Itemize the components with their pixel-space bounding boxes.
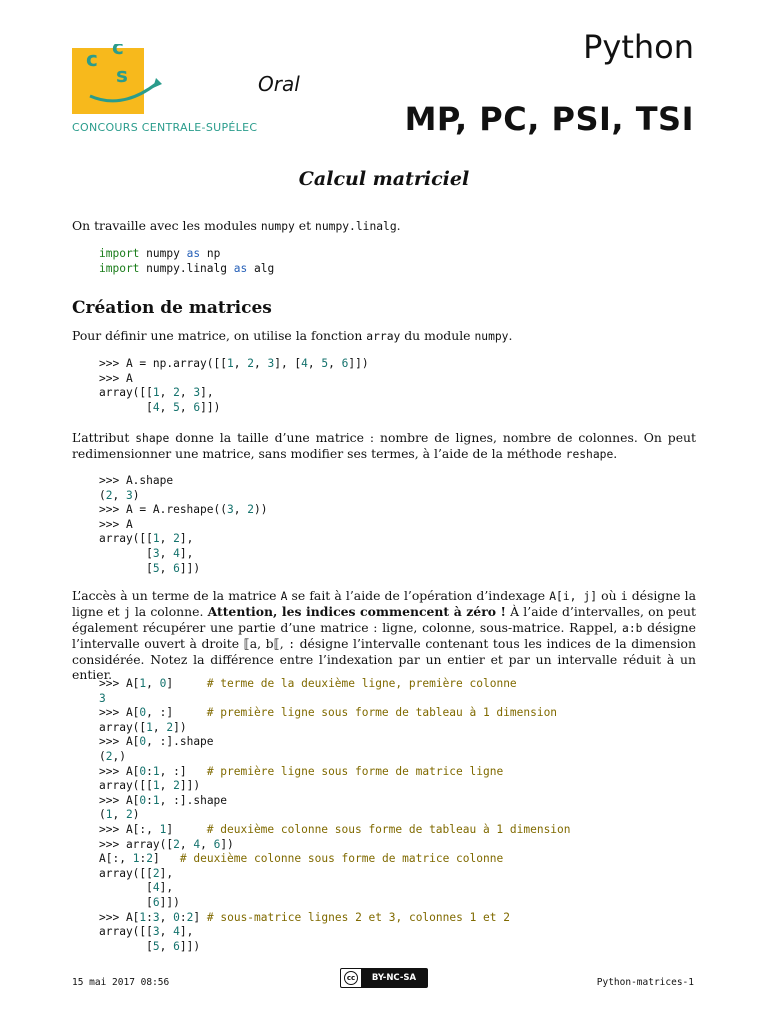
paragraph-array: Pour définir une matrice, on utilise la fonction array du module numpy. [72,328,513,343]
svg-text:c: c [112,44,124,59]
section-heading: Création de matrices [72,298,272,318]
exam-type: Oral [258,72,300,96]
paragraph-shape: L’attribut shape donne la taille d’une matrice : nombre de lignes, nombre de colonnes. On peut redimensionner une matrice, sans modifier ses termes, à l’aide de la méthode reshape. [72,430,696,461]
intro-paragraph: On travaille avec les modules numpy et numpy.linalg. [72,218,401,233]
programs-title: MP, PC, PSI, TSI [404,100,694,138]
license-badge [340,968,428,988]
footer-date: 15 mai 2017 08:56 [72,977,170,988]
svg-text:c: c [86,47,98,71]
subject-title: Python [583,28,694,66]
code-block-reshape: >>> A.shape (2, 3) >>> A = A.reshape((3, 2)) >>> A array([[1, 2], [3, 4], [5, 6]]) [99,474,268,575]
code-block-array: >>> A = np.array([[1, 2, 3], [4, 5, 6]]) >>> A array([[1, 2, 3], [4, 5, 6]]) [99,357,369,414]
paragraph-indexing: L’accès à un terme de la matrice A se fait à l’aide de l’opération d’indexage A[i, j] où i désigne la ligne et j la colonne. Attention, les indices commencent à zéro ! À l’aide d’intervalles, on peut également récupérer une partie d’une matrice : ligne, colonne, sous-matrice. Rappel, a:b désigne l’intervalle ouvert à droite ⟦a, b⟦, : désigne l’intervalle contenant tous les indices de la dimension considérée. Notez la différence entre l’indexation par un entier et par un intervalle réduit à un entier. [72,588,696,682]
svg-text:s: s [116,63,128,87]
warning-text: Attention, les indices commencent à zéro ! [207,604,506,619]
logo-text: CONCOURS CENTRALE-SUPÉLEC [72,121,258,134]
document-title: Calcul matriciel [298,168,470,190]
code-block-indexing: >>> A[1, 0] # terme de la deuxième ligne, première colonne 3 >>> A[0, :] # première ligne sous forme de tableau à 1 dimension array([1, 2]) >>> A[0, :].shape (2,) >>> A[0:1, :] # première ligne sous forme de matrice ligne array([[1, 2]]) >>> A[0:1, :].shape (1, 2) >>> A[:, 1] # deuxième colonne sous forme de tableau à 1 dimension >>> array([2, 4, 6]) A[:, 1:2] # deuxième colonne sous forme de matrice colonne array([[2], [4], [6]]) >>> A[1:3, 0:2] # sous-matrice lignes 2 et 3, colonnes 1 et 2 array([[3, 4], [5, 6]]) [99,677,571,953]
import-code-block: import numpy as np import numpy.linalg as alg [99,247,275,275]
footer-page-id: Python-matrices-1 [596,977,694,988]
creative-commons-icon: cc [344,971,358,985]
license-label: BY-NC-SA [361,969,427,987]
